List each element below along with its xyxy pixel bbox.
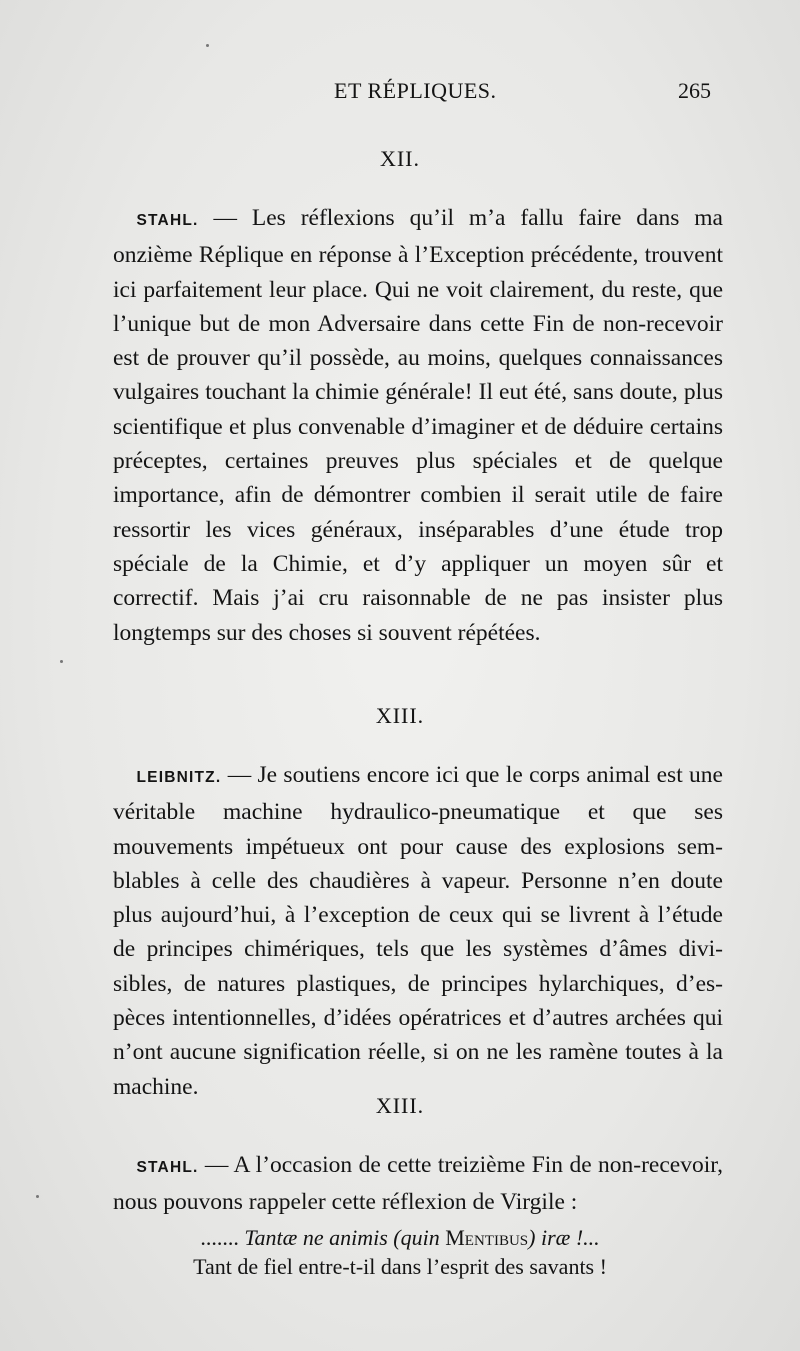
section-heading-xiii-second: XIII. [375, 1093, 425, 1118]
page-number: 265 [678, 78, 711, 103]
speaker-name: LEIBNITZ. [136, 769, 222, 786]
paper-speck [60, 660, 63, 663]
section-heading-xii: XII. [379, 146, 421, 171]
paragraph-text: — Les réflexions qu’il m’a fallu faire dans ma onzième Réplique en réponse à l’Exception précédente, trouvent ici parfaitement leur place. Qui ne voit clairement, du reste, que l’unique but de mon Adversaire dans cette Fin de non-recevoir est de prouver qu’il possède, au moins, quelques connaissances vulgaires touchant la chimie générale! Il eut été, sans doute, plus scientifique et plus convenable d’imaginer et de déduire certains préceptes, certaines preuves plus spéciales et de quelque importance, afin de démontrer combien il serait utile de faire ressortir les vices généraux, inséparables d’une étude trop spéciale de la Chimie, et d’y appliquer un moyen sûr et correctif. Mais j’ai cru raisonnable de ne pas insister plus longtemps sur des choses si souvent répétées. [113, 205, 723, 646]
section-heading-xiii: XIII. [375, 703, 425, 728]
paragraph-leibnitz-xiii [113, 758, 723, 1104]
paper-speck [36, 1195, 39, 1198]
verse-latin-name: Mentibus [445, 1225, 529, 1250]
paragraph-stahl-xiii [113, 1148, 723, 1220]
verse-latin-part-1: Tantæ ne animis (quin [244, 1225, 440, 1250]
running-head [0, 78, 800, 110]
paragraph-text: — A l’occasion de cette treizième Fin de non-recevoir, nous pouvons rappeler cette réflexion de Virgile : [113, 1152, 723, 1216]
verse-dots: ....... [200, 1225, 239, 1250]
verse-french: Tant de fiel entre-t-il dans l’esprit des savants ! [193, 1254, 607, 1279]
verse-latin [0, 1222, 800, 1254]
paragraph-text: — Je soutiens encore ici que le corps animal est une véritable machine hydraulico-pneumatique et que ses mouvements impétueux ont pour cause des explosions semblables à celle des chaudières à vapeur. Personne n’en doute plus aujourd’hui, à l’exception de ceux qui se livrent à l’étude de principes chimériques, tels que les systèmes d’âmes divisibles, de natures plastiques, de principes hylarchiques, d’espèces intentionnelles, d’idées opératrices et d’autres archées qui n’ont aucune signification réelle, si on ne les ramène toutes à la machine. [113, 762, 723, 1100]
speaker-name: STAHL. [136, 1159, 199, 1176]
paragraph-stahl-xii [113, 201, 723, 650]
paper-speck [206, 44, 209, 47]
verse-latin-part-2: ) iræ !... [528, 1225, 600, 1250]
speaker-name: STAHL. [136, 212, 199, 229]
running-title: ET RÉPLIQUES. [334, 78, 497, 103]
